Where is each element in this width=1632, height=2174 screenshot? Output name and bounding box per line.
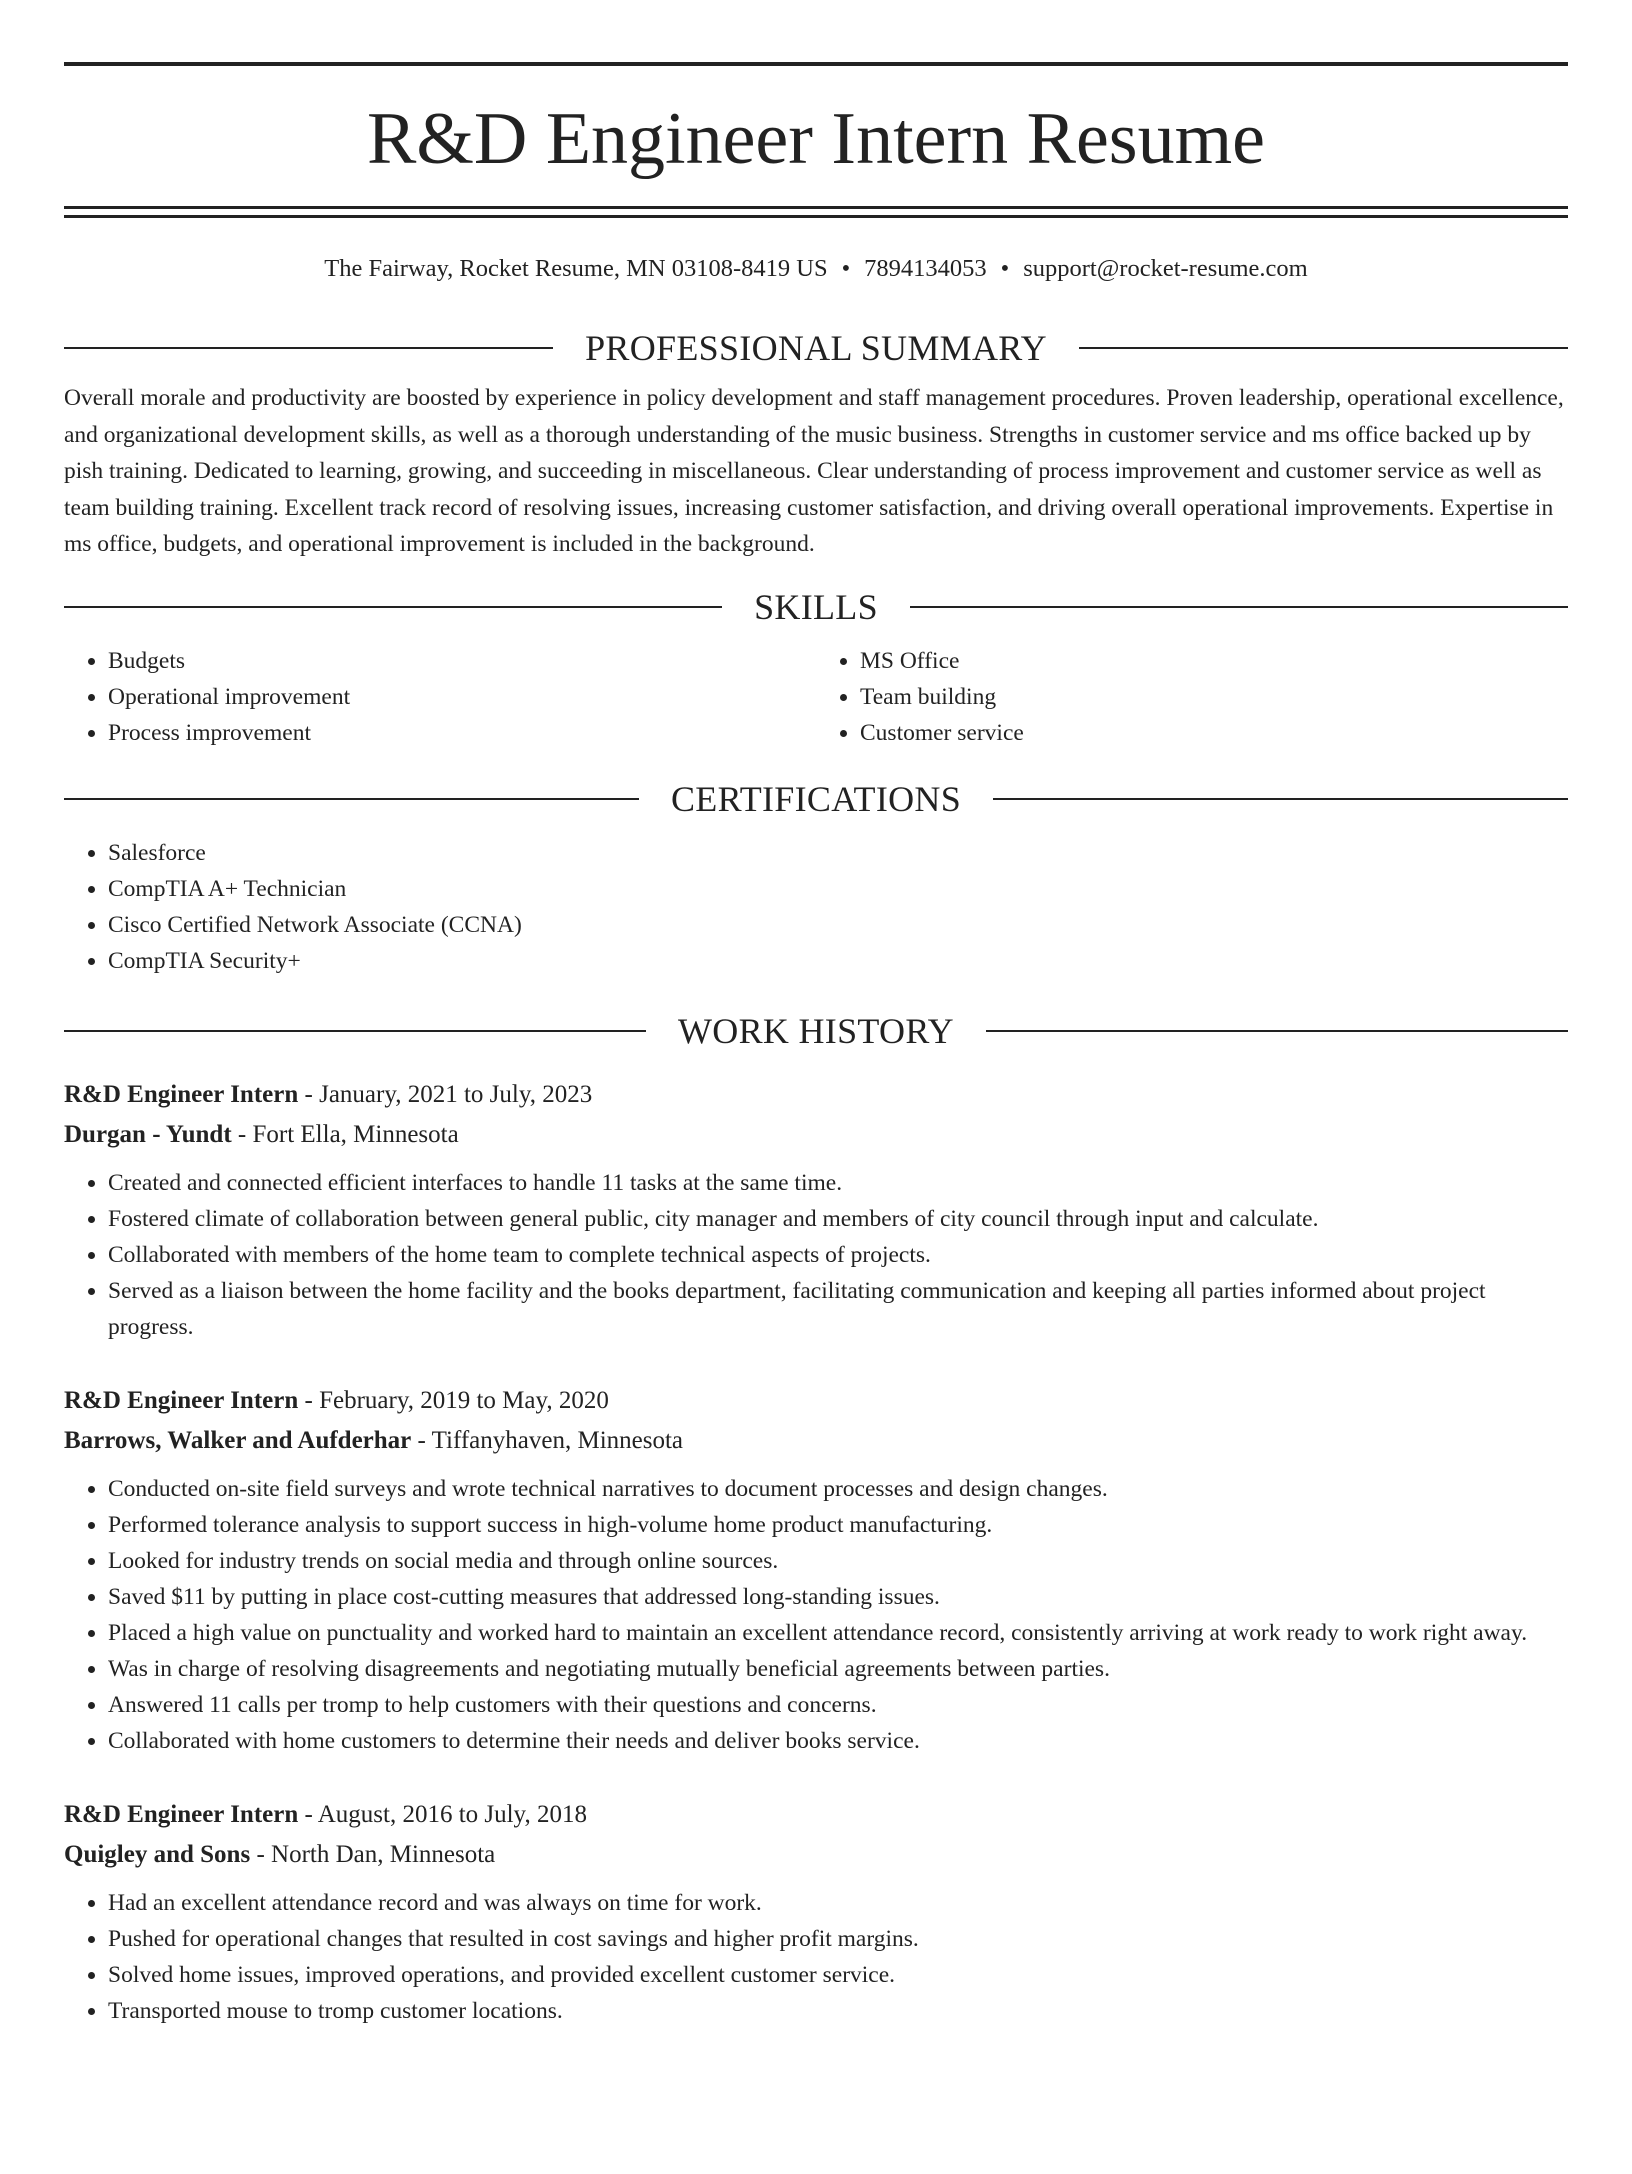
summary-section-header — [64, 326, 1568, 370]
contact-separator: • — [841, 255, 851, 282]
job-title-line — [64, 1381, 1568, 1421]
list-item: • Salesforce — [108, 835, 1568, 871]
list-item: • Process improvement — [108, 715, 816, 751]
resume-page — [0, 62, 1632, 2174]
job-title: R&D Engineer Intern — [64, 1386, 299, 1414]
work-heading: WORK HISTORY — [678, 1010, 954, 1051]
list-item: • Looked for industry trends on social media and through online sources. — [108, 1543, 1568, 1579]
job-location: - Tiffanyhaven, Minnesota — [411, 1426, 684, 1454]
job-company-line — [64, 1835, 1568, 1875]
certifications-list — [64, 835, 1568, 979]
job-title-line — [64, 1795, 1568, 1835]
job-location: - Fort Ella, Minnesota — [231, 1120, 459, 1148]
list-item: • Solved home issues, improved operations, and provided excellent customer service. — [108, 1957, 1568, 1993]
list-item: • Performed tolerance analysis to support success in high-volume home product manufacturing. — [108, 1507, 1568, 1543]
section-rule — [986, 1030, 1568, 1032]
job-dates: - January, 2021 to July, 2023 — [298, 1080, 593, 1108]
list-item: • Operational improvement — [108, 679, 816, 715]
job-bullets — [64, 1165, 1568, 1345]
section-rule — [64, 347, 553, 349]
list-item: • Collaborated with members of the home team to complete technical aspects of projects. — [108, 1237, 1568, 1273]
list-item: • CompTIA A+ Technician — [108, 871, 1568, 907]
job-dates: - August, 2016 to July, 2018 — [298, 1800, 587, 1828]
certifications-section-header — [64, 777, 1568, 821]
list-item: • MS Office — [860, 643, 1568, 679]
list-item: • Placed a high value on punctuality and worked hard to maintain an excellent attendance record, consistently arriving at work ready to work right away. — [108, 1615, 1568, 1651]
summary-heading: PROFESSIONAL SUMMARY — [585, 328, 1047, 368]
contact-email: support@rocket-resume.com — [1023, 255, 1308, 282]
job-location: - North Dan, Minnesota — [250, 1840, 496, 1868]
list-item: • Cisco Certified Network Associate (CCNA) — [108, 907, 1568, 943]
contact-separator: • — [1000, 255, 1010, 282]
section-rule — [64, 798, 639, 800]
job-title: R&D Engineer Intern — [64, 1800, 299, 1828]
list-item: • CompTIA Security+ — [108, 943, 1568, 979]
job-company-line — [64, 1421, 1568, 1461]
skills-heading: SKILLS — [754, 586, 878, 627]
job-bullets — [64, 1885, 1568, 2029]
list-item: • Saved $11 by putting in place cost-cutting measures that addressed long-standing issues. — [108, 1579, 1568, 1615]
summary-text: Overall morale and productivity are boosted by experience in policy development and staff management procedures. Proven leadership, operational excellence, and organizational development skills, as well as a thorough understanding of the music business. Strengths in customer service and ms office backed up by pish training. Dedicated to learning, growing, and succeeding in miscellaneous. Clear understanding of process improvement and customer service as well as team building training. Excellent track record of resolving issues, increasing customer satisfaction, and driving overall operational improvements. Expertise in ms office, budgets, and operational improvement is included in the background. — [64, 385, 1564, 557]
list-item: • Transported mouse to tromp customer locations. — [108, 1993, 1568, 2029]
job-company: Durgan - Yundt — [64, 1120, 232, 1148]
list-item: • Conducted on-site field surveys and wrote technical narratives to document processes and design changes. — [108, 1471, 1568, 1507]
list-item: • Created and connected efficient interfaces to handle 11 tasks at the same time. — [108, 1165, 1568, 1201]
section-rule — [64, 606, 722, 608]
skills-right-column — [816, 643, 1568, 751]
skills-list — [64, 643, 1568, 751]
job-dates: - February, 2019 to May, 2020 — [298, 1386, 609, 1414]
job-company-line — [64, 1115, 1568, 1155]
list-item: • Team building — [860, 679, 1568, 715]
top-rule — [64, 62, 1568, 66]
list-item: • Was in charge of resolving disagreements and negotiating mutually beneficial agreements between parties. — [108, 1651, 1568, 1687]
list-item: • Fostered climate of collaboration between general public, city manager and members of city council through input and calculate. — [108, 1201, 1568, 1237]
list-item: • Collaborated with home customers to determine their needs and deliver books service. — [108, 1723, 1568, 1759]
list-item: • Served as a liaison between the home facility and the books department, facilitating communication and keeping all parties informed about project progress. — [108, 1273, 1568, 1345]
contact-phone: 7894134053 — [864, 255, 987, 282]
list-item: • Answered 11 calls per tromp to help customers with their questions and concerns. — [108, 1687, 1568, 1723]
contact-address: The Fairway, Rocket Resume, MN 03108-8419 US — [324, 255, 828, 282]
page-title: R&D Engineer Intern Resume — [366, 98, 1266, 180]
skills-left-column — [64, 643, 816, 751]
job-entry — [64, 1075, 1568, 1345]
skills-section-header — [64, 585, 1568, 629]
job-company: Quigley and Sons — [64, 1840, 251, 1868]
work-section-header — [64, 1009, 1568, 1053]
section-rule — [993, 798, 1568, 800]
list-item: • Customer service — [860, 715, 1568, 751]
job-title-line — [64, 1075, 1568, 1115]
job-company: Barrows, Walker and Aufderhar — [64, 1426, 412, 1454]
list-item: • Budgets — [108, 643, 816, 679]
job-title: R&D Engineer Intern — [64, 1080, 299, 1108]
list-item: • Had an excellent attendance record and was always on time for work. — [108, 1885, 1568, 1921]
section-rule — [1079, 347, 1568, 349]
job-entry — [64, 1795, 1568, 2029]
section-rule — [910, 606, 1568, 608]
title-rule-2 — [64, 215, 1568, 218]
title-rule-1 — [64, 206, 1568, 209]
certifications-heading: CERTIFICATIONS — [670, 778, 962, 819]
contact-line — [64, 254, 1568, 284]
job-bullets — [64, 1471, 1568, 1759]
list-item: • Pushed for operational changes that resulted in cost savings and higher profit margins. — [108, 1921, 1568, 1957]
job-entry — [64, 1381, 1568, 1759]
section-rule — [64, 1030, 646, 1032]
